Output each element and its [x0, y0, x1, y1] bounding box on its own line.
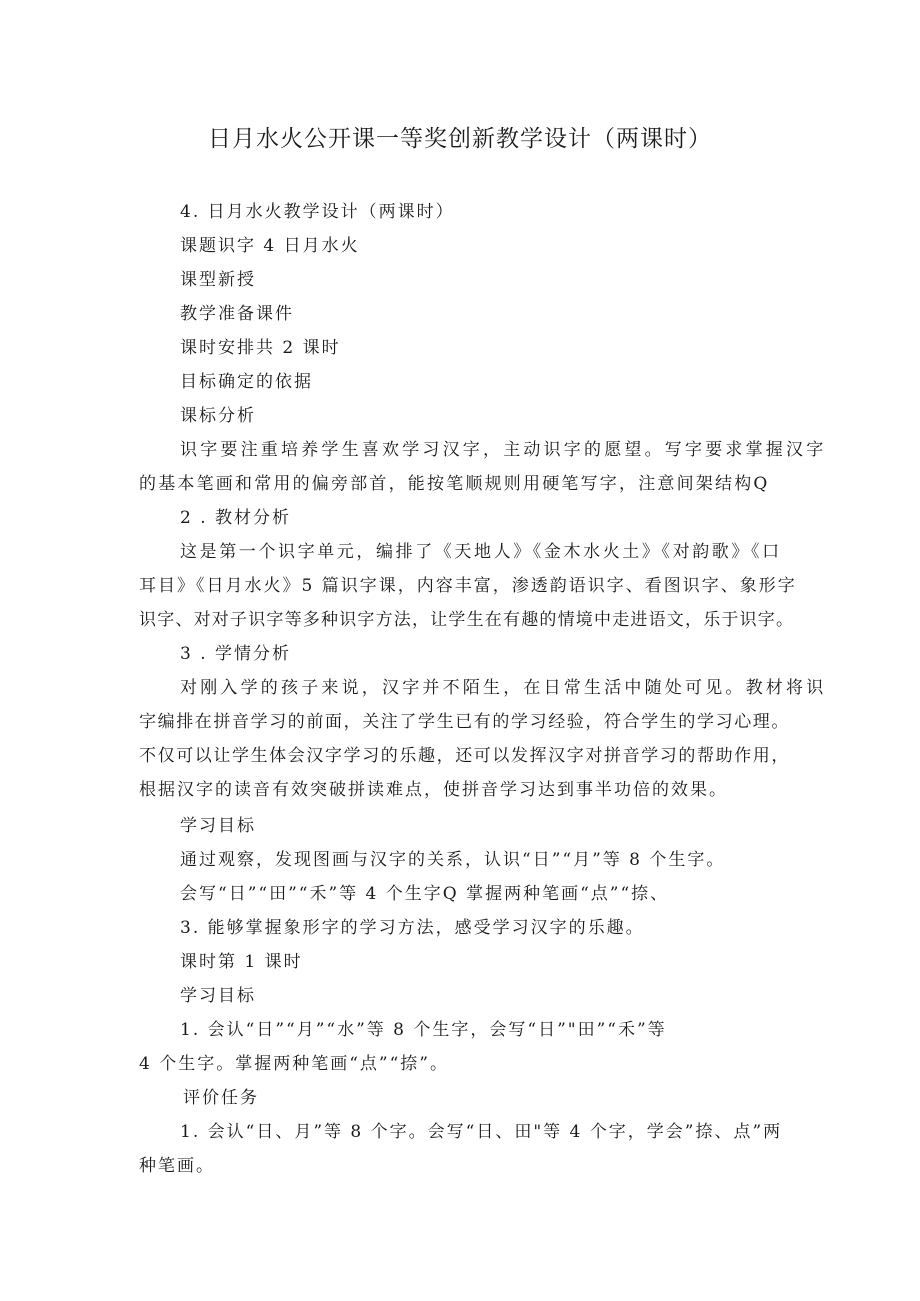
text-line: 对刚入学的孩子来说，汉字并不陌生，在日常生活中随处可见。教材将识	[180, 678, 827, 698]
text-line: 3 . 学情分析	[180, 644, 292, 664]
text-line: 的基本笔画和常用的偏旁部首，能按笔顺规则用硬笔写字，注意间架结构Q	[139, 474, 770, 494]
text-line: 种笔画。	[139, 1156, 215, 1176]
text-line: 课标分析	[180, 406, 256, 426]
text-line: 1. 会认“日”“月”“水”等 8 个生字，会写“日”"田”“禾”等	[180, 1020, 667, 1040]
text-line: 课型新授	[180, 270, 256, 290]
text-line: 学习目标	[180, 986, 256, 1006]
text-line: 课题识字 4 日月水火	[180, 236, 360, 256]
text-line: 通过观察，发现图画与汉字的关系，认识“日”“月”等 8 个生字。	[180, 850, 726, 870]
text-line: 1. 会认“日、月”等 8 个字。会写“日、田"等 4 个字，学会”捺、点”两	[180, 1122, 783, 1142]
text-line: 学习目标	[180, 816, 256, 836]
text-line: 会写“日”“田”“禾”等 4 个生字Q 掌握两种笔画“点”“捺、	[180, 884, 670, 904]
text-line: 目标确定的依据	[180, 372, 313, 392]
text-line: 根据汉字的读音有效突破拼读难点，使拼音学习达到事半功倍的效果。	[139, 780, 728, 800]
text-line: 识字、对对子识字等多种识字方法，让学生在有趣的情境中走进语文，乐于识字。	[139, 610, 795, 630]
text-line: 耳目》《日月水火》5 篇识字课，内容丰富，渗透韵语识字、看图识字、象形字	[139, 576, 797, 596]
text-line: 不仅可以让学生体会汉字学习的乐趣，还可以发挥汉字对拼音学习的帮助作用，	[139, 746, 790, 766]
text-line: 字编排在拼音学习的前面，关注了学生已有的学习经验，符合学生的学习心理。	[139, 712, 790, 732]
text-line: 评价任务	[183, 1088, 259, 1108]
text-line: 课时安排共 2 课时	[180, 338, 341, 358]
text-line: 识字要注重培养学生喜欢学习汉字，主动识字的愿望。写字要求掌握汉字	[180, 440, 827, 460]
text-line: 教学准备课件	[180, 304, 294, 324]
text-line: 4 个生字。掌握两种笔画“点”“捺”。	[139, 1054, 449, 1074]
text-line: 课时第 1 课时	[180, 952, 303, 972]
text-line: 2 . 教材分析	[180, 508, 292, 528]
text-line: 这是第一个识字单元，编排了《天地人》《金木水火土》《对韵歌》《口	[180, 542, 782, 562]
text-line: 4. 日月水火教学设计（两课时）	[180, 202, 455, 222]
text-line: 3. 能够掌握象形字的学习方法，感受学习汉字的乐趣。	[180, 918, 645, 938]
document-title: 日月水火公开课一等奖创新教学设计（两课时）	[208, 126, 712, 152]
